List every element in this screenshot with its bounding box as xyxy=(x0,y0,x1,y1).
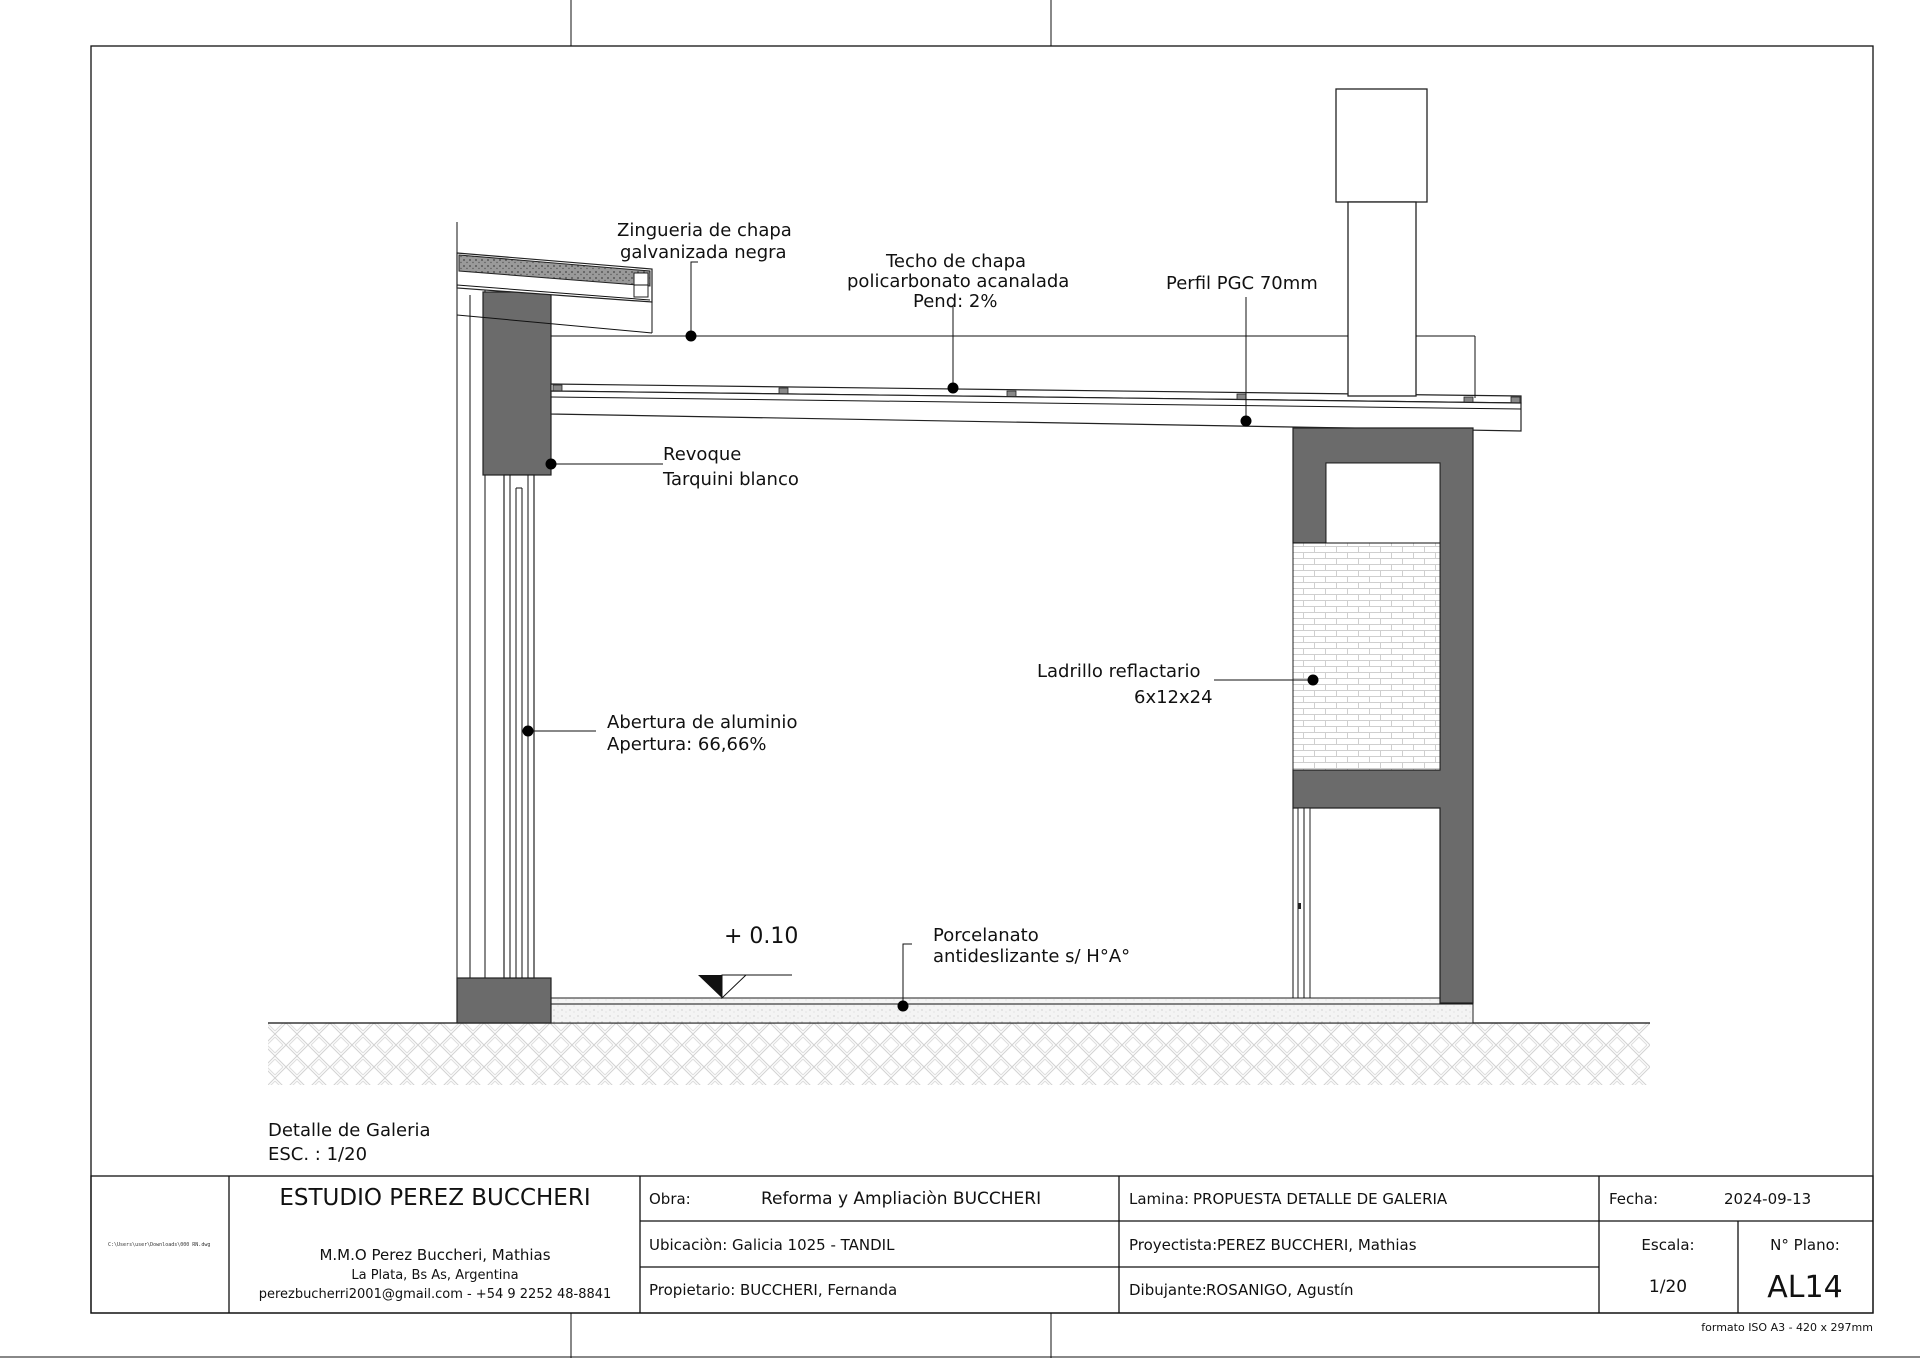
plano-value: AL14 xyxy=(1767,1270,1843,1305)
floor-slab xyxy=(551,998,1473,1023)
fecha-label: Fecha: xyxy=(1609,1190,1659,1208)
barbecue-wall xyxy=(1293,428,1473,1003)
author-name: M.M.O Perez Buccheri, Mathias xyxy=(319,1246,551,1264)
label-ladrillo-2: 6x12x24 xyxy=(1134,687,1213,708)
propietario-label: Propietario: xyxy=(649,1281,736,1299)
studio-name: ESTUDIO PEREZ BUCCHERI xyxy=(279,1185,591,1211)
drawing-caption-title: Detalle de Galeria xyxy=(268,1120,431,1141)
author-location: La Plata, Bs As, Argentina xyxy=(351,1268,519,1283)
label-porcelanato-2: antideslizante s/ H°A° xyxy=(933,946,1131,967)
obra-label: Obra: xyxy=(649,1190,691,1208)
label-techo-1: Techo de chapa xyxy=(886,251,1027,272)
dibujante-value: ROSANIGO, Agustín xyxy=(1206,1281,1354,1299)
fecha-value: 2024-09-13 xyxy=(1724,1190,1812,1208)
label-perfil: Perfil PGC 70mm xyxy=(1166,273,1318,294)
section-drawing xyxy=(268,89,1650,1165)
chimney xyxy=(1336,89,1475,398)
label-revoque-2: Tarquini blanco xyxy=(663,469,799,490)
drawing-caption-scale: ESC. : 1/20 xyxy=(268,1144,368,1165)
escala-value: 1/20 xyxy=(1648,1277,1688,1297)
label-ladrillo-1: Ladrillo reflactario xyxy=(1037,661,1201,682)
dibujante-label: Dibujante: xyxy=(1129,1281,1207,1299)
label-porcelanato-1: Porcelanato xyxy=(933,925,1039,946)
label-abertura-1: Abertura de aluminio xyxy=(607,712,798,733)
escala-label: Escala: xyxy=(1641,1236,1695,1254)
proyectista-label: Proyectista: xyxy=(1129,1236,1218,1254)
file-path: C:\Users\user\Downloads\000 RN.dwg xyxy=(108,1242,211,1248)
plano-label: N° Plano: xyxy=(1770,1236,1840,1254)
ground-soil xyxy=(268,1023,1650,1085)
label-level: + 0.10 xyxy=(724,924,799,949)
label-revoque-1: Revoque xyxy=(663,444,742,465)
annotation-leaders xyxy=(523,262,1319,1012)
format-note: formato ISO A3 - 420 x 297mm xyxy=(1701,1321,1873,1334)
left-lintel xyxy=(483,292,551,475)
proyectista-value: PEREZ BUCCHERI, Mathias xyxy=(1217,1236,1417,1254)
lamina-value: PROPUESTA DETALLE DE GALERIA xyxy=(1193,1190,1448,1208)
label-techo-3: Pend: 2% xyxy=(913,291,998,312)
label-zingueria-1: Zingueria de chapa xyxy=(617,220,792,241)
label-techo-2: policarbonato acanalada xyxy=(847,271,1070,292)
left-wall-base xyxy=(457,978,551,1023)
obra-value: Reforma y Ampliaciòn BUCCHERI xyxy=(761,1189,1042,1209)
propietario-value: BUCCHERI, Fernanda xyxy=(740,1281,898,1299)
lamina-label: Lamina: xyxy=(1129,1190,1190,1208)
author-contact: perezbucherri2001@gmail.com - +54 9 2252 48-8841 xyxy=(258,1287,612,1302)
ubicacion-value: Galicia 1025 - TANDIL xyxy=(732,1236,895,1254)
label-zingueria-2: galvanizada negra xyxy=(620,242,787,263)
level-marker xyxy=(698,975,792,998)
title-block xyxy=(91,1176,1873,1313)
ubicacion-label: Ubicaciòn: xyxy=(649,1236,728,1254)
label-abertura-2: Apertura: 66,66% xyxy=(607,734,767,755)
